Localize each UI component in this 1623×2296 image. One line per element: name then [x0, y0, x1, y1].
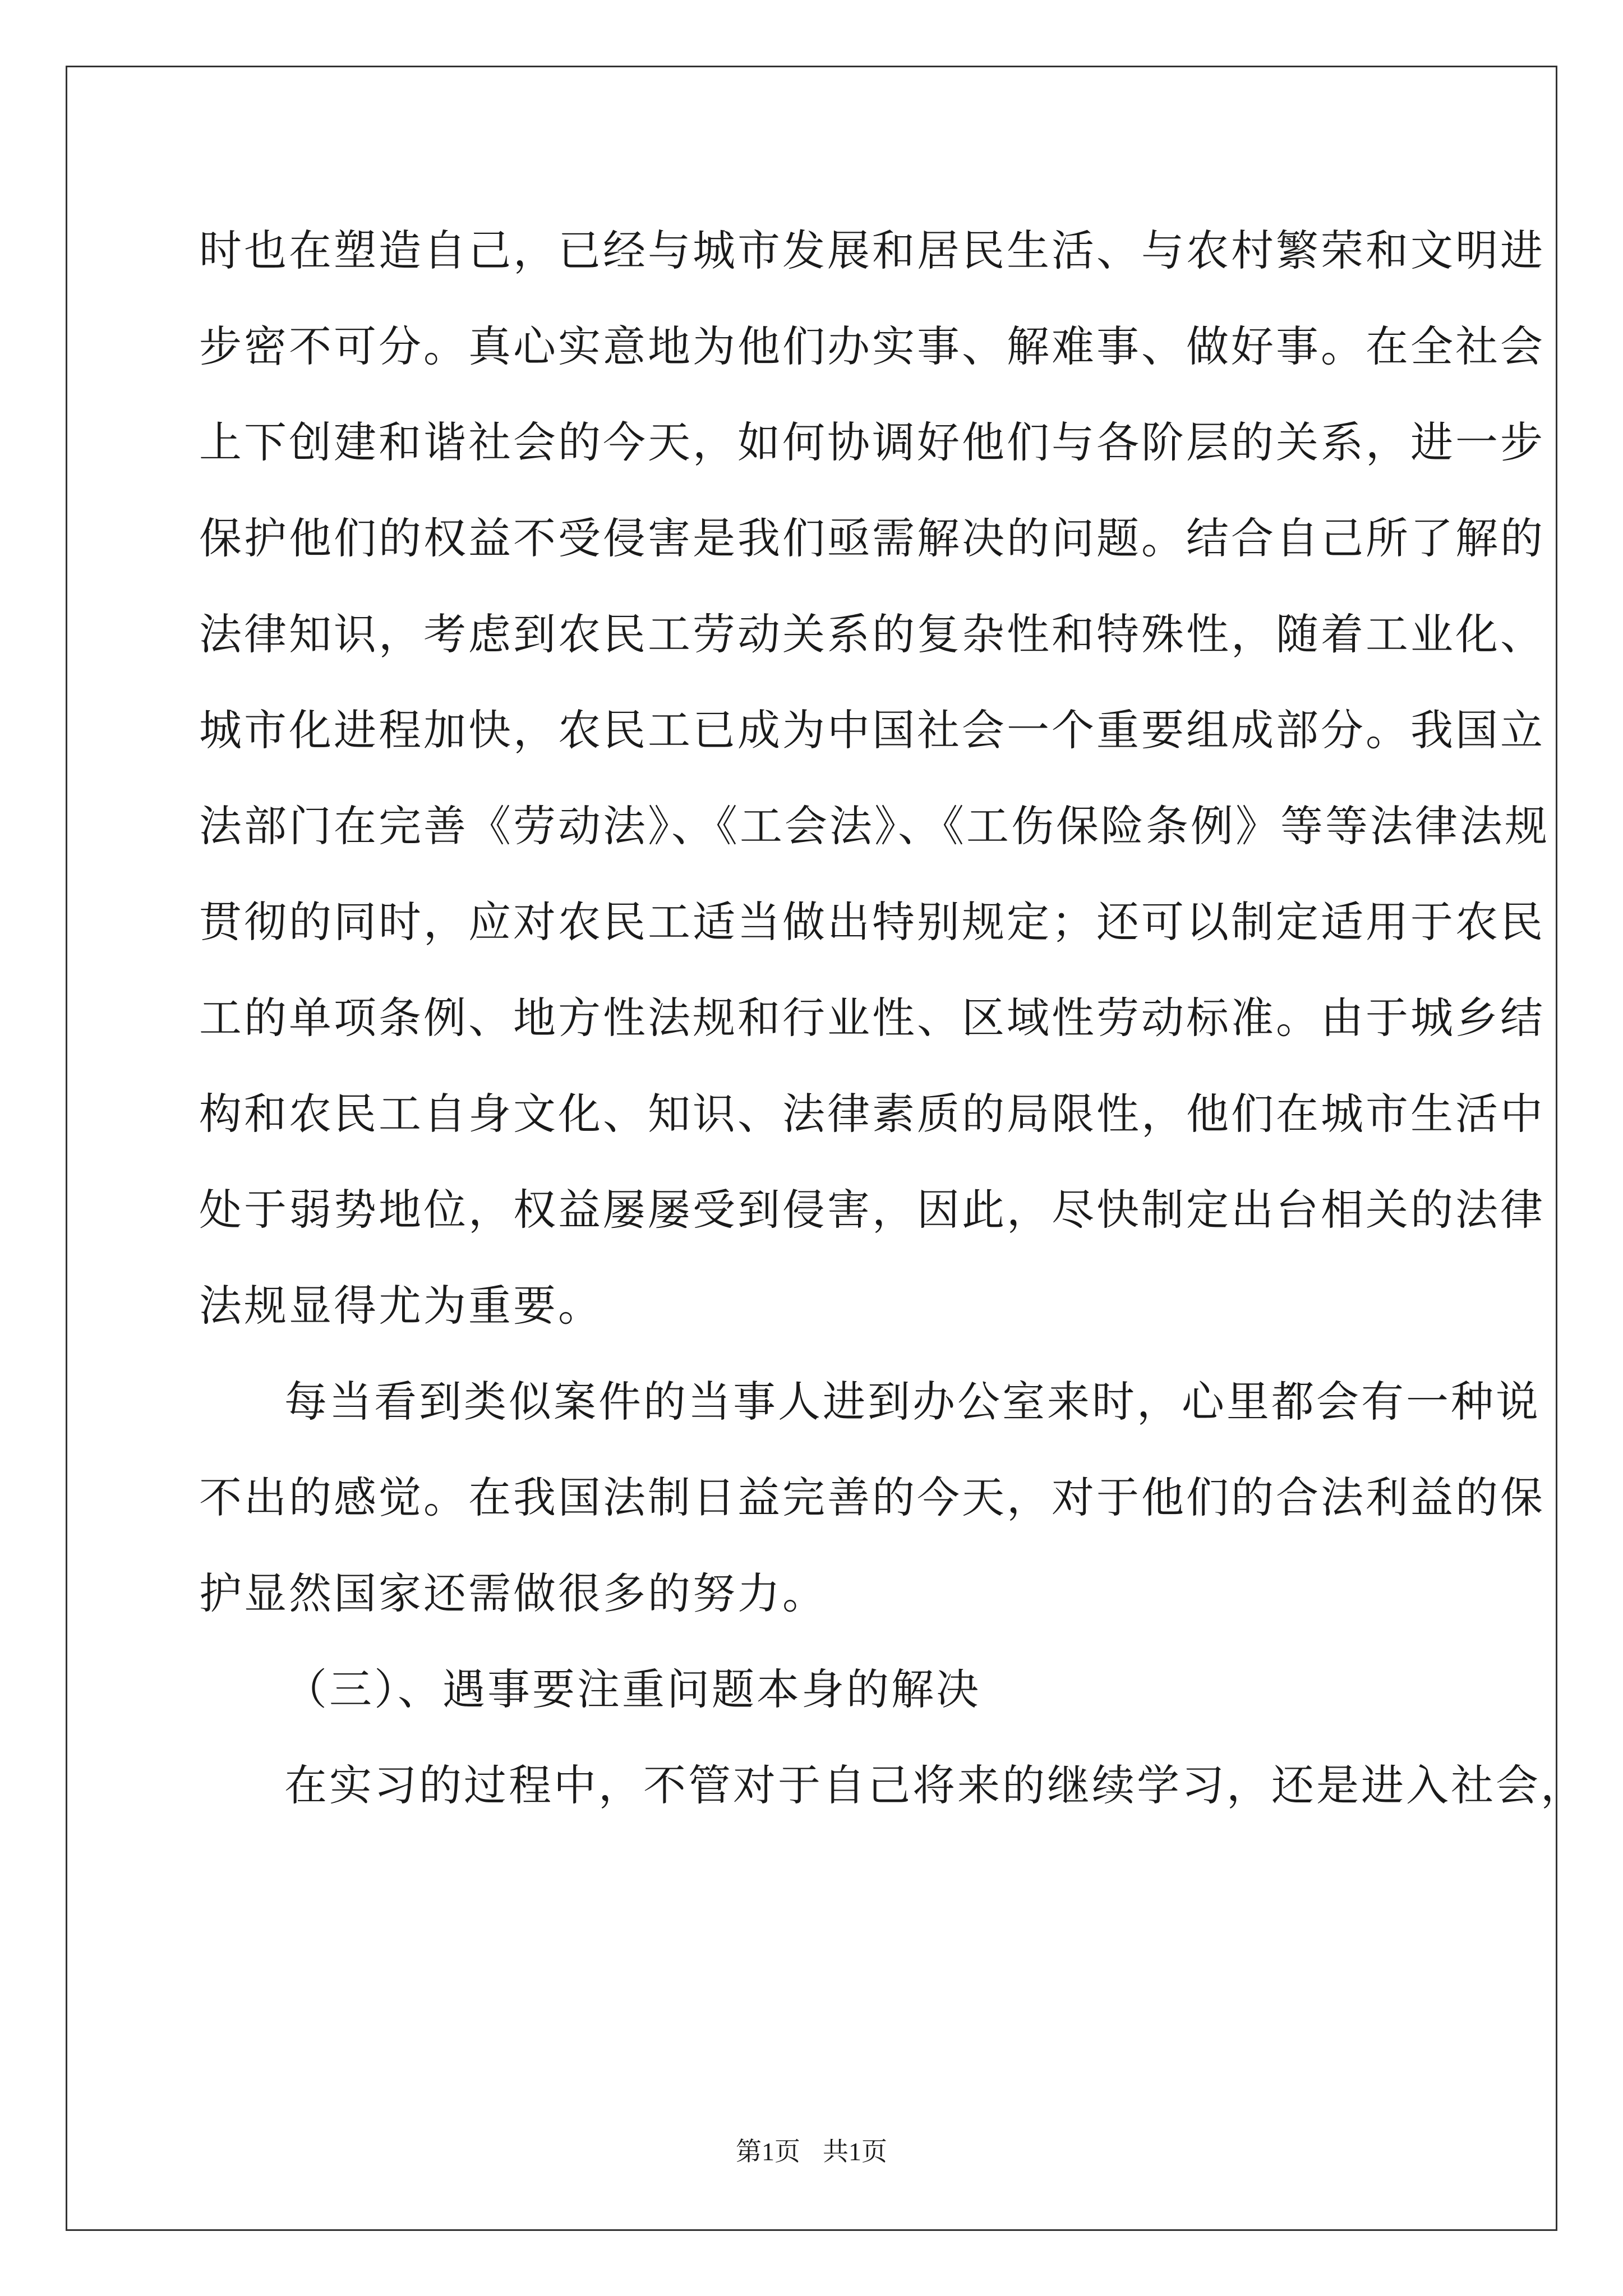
text-line: 上下创建和谐社会的今天，如何协调好他们与各阶层的关系，进一步: [199, 417, 1545, 467]
page-total: 共1页: [823, 2137, 887, 2166]
text-line: 法规显得尤为重要。: [199, 1281, 603, 1331]
page-number: 第1页: [736, 2137, 800, 2166]
text-line: 时也在塑造自己，已经与城市发展和居民生活、与农村繁荣和文明进: [199, 226, 1545, 275]
text-line: 法律知识，考虑到农民工劳动关系的复杂性和特殊性，随着工业化、: [199, 609, 1545, 659]
text-line: 贯彻的同时，应对农民工适当做出特别规定；还可以制定适用于农民: [199, 897, 1545, 947]
section-heading: （三）、遇事要注重问题本身的解决: [284, 1664, 981, 1714]
text-line: 构和农民工自身文化、知识、法律素质的局限性，他们在城市生活中: [199, 1089, 1545, 1139]
text-line: 法部门在完善《劳动法》、《工会法》、《工伤保险条例》等等法律法规: [199, 801, 1550, 851]
text-line: 处于弱势地位，权益屡屡受到侵害，因此，尽快制定出台相关的法律: [199, 1185, 1545, 1235]
text-line: 每当看到类似案件的当事人进到办公室来时，心里都会有一种说: [284, 1377, 1541, 1427]
text-line: 在实习的过程中，不管对于自己将来的继续学习，还是进入社会，: [284, 1760, 1585, 1810]
text-line: 城市化进程加快，农民工已成为中国社会一个重要组成部分。我国立: [199, 705, 1545, 755]
text-line: 保护他们的权益不受侵害是我们亟需解决的问题。结合自己所了解的: [199, 513, 1545, 563]
page-border: [66, 66, 1557, 2231]
text-line: 不出的感觉。在我国法制日益完善的今天，对于他们的合法利益的保: [199, 1473, 1545, 1522]
page-footer: [0, 2135, 1623, 2169]
text-line: 步密不可分。真心实意地为他们办实事、解难事、做好事。在全社会: [199, 321, 1545, 371]
text-line: 护显然国家还需做很多的努力。: [199, 1568, 827, 1618]
text-line: 工的单项条例、地方性法规和行业性、区域性劳动标准。由于城乡结: [199, 993, 1545, 1043]
